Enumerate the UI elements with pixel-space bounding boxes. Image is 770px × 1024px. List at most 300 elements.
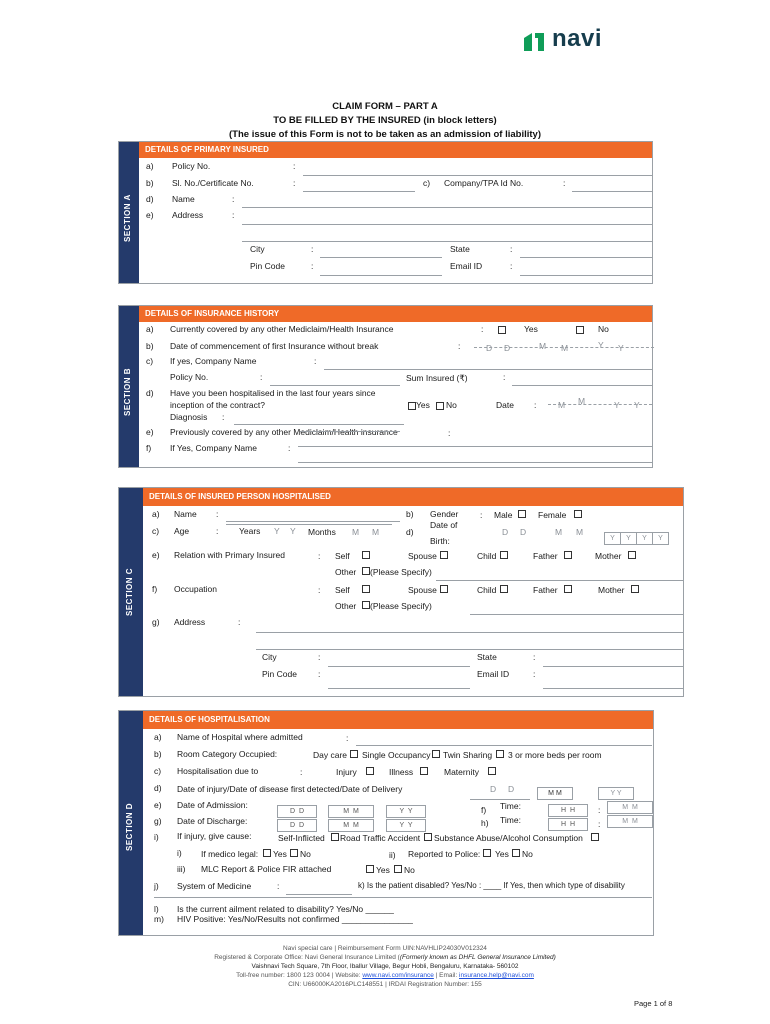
colon: : — [503, 372, 506, 382]
three-beds-label: 3 or more beds per room — [508, 750, 602, 760]
hour-placeholder: H — [560, 821, 567, 828]
item-h: h) — [481, 818, 489, 828]
item-b: b) — [154, 749, 162, 759]
address-label: Address — [174, 617, 206, 627]
admission-month-box[interactable] — [328, 805, 374, 818]
gender-label: Gender — [430, 509, 459, 519]
discharge-month-box[interactable] — [328, 819, 374, 832]
age-field[interactable] — [226, 524, 392, 525]
company-name-label: If Yes, Company Name — [170, 443, 257, 453]
reported-police-label: Reported to Police: — [408, 849, 481, 859]
month-placeholder: M — [343, 808, 350, 815]
yes-label: Yes — [376, 865, 390, 875]
no-label: No — [598, 324, 609, 334]
address-field-1[interactable] — [256, 632, 684, 633]
other-label: Other — [335, 567, 357, 577]
checkbox-illness[interactable] — [420, 767, 428, 775]
injury-label: Injury — [336, 767, 357, 777]
colon: : — [216, 526, 219, 536]
item-f: f) — [152, 584, 158, 594]
section-b-label: SECTION B — [123, 367, 132, 416]
year-placeholder: Y — [407, 808, 413, 815]
colon: : — [563, 178, 566, 188]
footer-email-text: | Email: — [433, 972, 460, 979]
section-d-label: SECTION D — [125, 802, 134, 851]
address-field-2[interactable] — [242, 241, 652, 242]
colon: : — [598, 819, 601, 829]
year-placeholder: Y — [399, 822, 404, 829]
colon: : — [318, 669, 321, 679]
admission-time-label: Time: — [500, 801, 521, 811]
date-month-placeholder: M — [561, 343, 569, 353]
year-placeholder: Y — [616, 790, 622, 797]
name-label: Name — [172, 194, 195, 204]
form-disclaimer: (The issue of this Form is not to be taken as an admission of liability) — [229, 129, 541, 140]
item-b: b) — [146, 178, 154, 188]
discharge-minute-box[interactable] — [607, 815, 653, 828]
colon: : — [510, 261, 513, 271]
child-label: Child — [477, 551, 497, 561]
checkbox-hospitalised-yes[interactable] — [408, 402, 416, 410]
checkbox-hospitalised-no[interactable] — [436, 402, 444, 410]
address-field-1[interactable] — [242, 224, 652, 225]
checkbox-occupation-self[interactable] — [362, 585, 370, 593]
item-ii: ii) — [389, 850, 396, 860]
date-year-placeholder: Y — [598, 340, 604, 350]
discharge-day-box[interactable] — [277, 819, 317, 832]
company-tpa-field[interactable] — [572, 191, 652, 192]
minute-placeholder: M — [622, 804, 629, 811]
admission-minute-box[interactable] — [607, 801, 653, 814]
other-label: Other — [335, 601, 357, 611]
hiv-status-label: HIV Positive: Yes/No/Results not confirmed _______________ — [177, 914, 413, 924]
twin-sharing-label: Twin Sharing — [443, 750, 493, 760]
form-subtitle: TO BE FILLED BY THE INSURED (in block letters) — [273, 115, 497, 126]
diagnosis-label: Diagnosis — [170, 412, 208, 422]
item-a: a) — [152, 509, 160, 519]
company-tpa-label: Company/TPA Id No. — [444, 178, 524, 188]
medico-legal-label: If medico legal: — [201, 849, 259, 859]
checkbox-medico-legal-no[interactable] — [290, 849, 298, 857]
date-day-placeholder: D — [504, 343, 511, 353]
single-occupancy-label: Single Occupancy — [362, 750, 431, 760]
checkbox-occupation-spouse[interactable] — [440, 585, 448, 593]
city-field[interactable] — [328, 666, 470, 667]
footer-email-link[interactable]: insurance.help@navi.com — [459, 972, 534, 979]
checkbox-substance-abuse[interactable] — [591, 833, 599, 841]
navi-logo-icon — [522, 30, 546, 52]
day-placeholder: D — [298, 822, 304, 829]
company-name-field[interactable] — [324, 369, 652, 370]
address-field-2[interactable] — [256, 649, 684, 650]
checkbox-day-care[interactable] — [350, 750, 358, 758]
colon: : — [598, 805, 601, 815]
item-d: d) — [154, 783, 162, 793]
admission-day-box[interactable] — [277, 805, 317, 818]
colon: : — [232, 194, 235, 204]
yes-label: Yes — [273, 849, 287, 859]
footer-contact — [0, 972, 770, 979]
self-inflicted-label: Self-Inflicted — [278, 833, 325, 843]
substance-abuse-label: Substance Abuse/Alcohol Consumption — [434, 833, 583, 843]
section-b-title: DETAILS OF INSURANCE HISTORY — [139, 306, 652, 322]
mlc-report-label: MLC Report & Police FIR attached — [201, 864, 332, 874]
item-g: g) — [152, 617, 160, 627]
item-iii: iii) — [177, 864, 186, 874]
colon: : — [448, 428, 451, 438]
colon: : — [232, 210, 235, 220]
checkbox-relation-child[interactable] — [500, 551, 508, 559]
hospitalisation-due-label: Hospitalisation due to — [177, 766, 259, 776]
section-c-label: SECTION C — [125, 567, 134, 616]
colon: : — [480, 510, 483, 520]
item-m: m) — [154, 914, 164, 924]
colon: : — [311, 244, 314, 254]
admission-year-box[interactable] — [386, 805, 426, 818]
colon: : — [481, 324, 484, 334]
checkbox-maternity[interactable] — [488, 767, 496, 775]
injury-date-label: Date of injury/Date of disease first detected/Date of Delivery — [177, 784, 403, 794]
relation-other-field[interactable] — [436, 580, 684, 581]
dob-label-2: Birth: — [430, 536, 450, 546]
yes-label: Yes — [524, 324, 538, 334]
injury-month-box[interactable] — [537, 787, 573, 800]
hospital-name-field[interactable] — [356, 745, 652, 746]
state-label: State — [450, 244, 470, 254]
discharge-hour-box[interactable] — [548, 818, 588, 831]
system-of-medicine-label: System of Medicine — [177, 881, 252, 891]
city-label: City — [262, 652, 277, 662]
road-traffic-accident-label: Road Traffic Accident — [340, 833, 421, 843]
other-insurance-label: Currently covered by any other Mediclaim/Health Insurance — [170, 324, 394, 334]
colon: : — [314, 356, 317, 366]
no-label: No — [404, 865, 415, 875]
maternity-label: Maternity — [444, 767, 479, 777]
email-field[interactable] — [543, 688, 684, 689]
footer-cin: CIN: U66000KA2016PLC148551 | IRDAI Registration Number: 155 — [288, 981, 482, 988]
name-label: Name — [174, 509, 197, 519]
diagnosis-field[interactable] — [234, 424, 404, 425]
yes-label: Yes — [495, 849, 509, 859]
previous-coverage-label: Previously covered by any other Mediclaim/Health insurance — [170, 427, 398, 437]
checkbox-occupation-father[interactable] — [564, 585, 572, 593]
relation-label: Relation with Primary Insured — [174, 550, 286, 560]
spouse-label: Spouse — [408, 585, 437, 595]
mother-label: Mother — [598, 585, 625, 595]
month-placeholder: M — [555, 790, 562, 797]
pin-code-field[interactable] — [328, 688, 470, 689]
checkbox-injury[interactable] — [366, 767, 374, 775]
specify-label: (Please Specify) — [370, 567, 432, 577]
item-e: e) — [154, 800, 162, 810]
policy-no-field[interactable] — [303, 175, 652, 176]
company-name-label: If yes, Company Name — [170, 356, 257, 366]
item-b: b) — [146, 341, 154, 351]
day-placeholder: D — [298, 808, 304, 815]
dob-year-box-4[interactable]: Y — [652, 532, 669, 545]
checkbox-self-inflicted[interactable] — [331, 833, 339, 841]
hospitalised-date-field[interactable] — [548, 404, 652, 405]
item-d: d) — [146, 388, 154, 398]
email-label: Email ID — [450, 261, 483, 271]
father-label: Father — [533, 585, 558, 595]
city-label: City — [250, 244, 265, 254]
name-field[interactable] — [242, 207, 652, 208]
illness-label: Illness — [389, 767, 414, 777]
item-b: b) — [406, 509, 414, 519]
dob-year-box-3[interactable]: Y — [636, 532, 653, 545]
city-field[interactable] — [320, 257, 442, 258]
discharge-time-label: Time: — [500, 815, 521, 825]
state-field[interactable] — [520, 257, 652, 258]
certificate-no-label: Sl. No./Certificate No. — [172, 178, 254, 188]
item-c: c) — [423, 178, 431, 188]
hospital-name-label: Name of Hospital where admitted — [177, 732, 303, 742]
disability-field[interactable] — [154, 897, 652, 898]
month-placeholder: M — [343, 822, 350, 829]
disabled-question: k) Is the patient disabled? Yes/No : ____ If Yes, then which type of disability — [358, 881, 625, 890]
hour-placeholder: H — [569, 807, 575, 814]
company-name-field-2[interactable] — [298, 446, 652, 447]
item-e: e) — [146, 427, 154, 437]
colon: : — [277, 881, 280, 891]
colon: : — [222, 412, 225, 422]
previous-coverage-strike — [300, 431, 400, 432]
state-label: State — [477, 652, 497, 662]
date-year-placeholder: Y — [618, 343, 624, 353]
colon: : — [346, 733, 349, 743]
sum-insured-field[interactable] — [512, 385, 652, 386]
months-label: Months — [308, 527, 336, 537]
injury-cause-label: If injury, give cause: — [177, 831, 252, 841]
checkbox-twin-sharing[interactable] — [496, 750, 504, 758]
year-placeholder: Y — [290, 526, 296, 536]
system-of-medicine-field[interactable] — [286, 894, 352, 895]
checkbox-relation-mother[interactable] — [628, 551, 636, 559]
month-placeholder: M — [548, 790, 555, 797]
brand-name: navi — [552, 25, 603, 52]
section-d-title: DETAILS OF HOSPITALISATION — [143, 711, 653, 729]
policy-no-field[interactable] — [270, 385, 400, 386]
date-day-placeholder: D — [508, 784, 515, 794]
item-a: a) — [154, 732, 162, 742]
years-label: Years — [239, 526, 261, 536]
injury-date-field[interactable] — [470, 799, 530, 800]
footer-address: Vaishnavi Tech Square, 7th Floor, Iballur Village, Begur Hobli, Bengaluru, Karnataka- 560102 — [251, 963, 519, 970]
checkbox-medico-legal-yes[interactable] — [263, 849, 271, 857]
yes-label: Yes — [416, 400, 430, 410]
male-label: Male — [494, 510, 513, 520]
checkbox-police-no[interactable] — [512, 849, 520, 857]
checkbox-mlc-yes[interactable] — [366, 865, 374, 873]
minute-placeholder: M — [631, 804, 638, 811]
checkbox-relation-self[interactable] — [362, 551, 370, 559]
item-e: e) — [146, 210, 154, 220]
hour-placeholder: H — [560, 807, 567, 814]
pin-code-label: Pin Code — [262, 669, 297, 679]
colon: : — [318, 652, 321, 662]
date-label: Date — [496, 400, 514, 410]
colon: : — [533, 669, 536, 679]
father-label: Father — [533, 551, 558, 561]
footer-website-link[interactable]: www.navi.com/insurance — [362, 972, 434, 979]
item-d: d) — [146, 194, 154, 204]
minute-placeholder: M — [631, 818, 638, 825]
section-a-label: SECTION A — [123, 194, 132, 242]
checkbox-relation-father[interactable] — [564, 551, 572, 559]
checkbox-occupation-other[interactable] — [362, 601, 370, 609]
policy-no-label: Policy No. — [170, 372, 209, 382]
section-a-sidebar — [119, 142, 139, 283]
checkbox-other-insurance-no[interactable] — [576, 326, 584, 334]
pin-code-label: Pin Code — [250, 261, 285, 271]
year-placeholder: Y — [610, 790, 616, 797]
item-d: d) — [406, 527, 414, 537]
state-field[interactable] — [543, 666, 684, 667]
pin-code-field[interactable] — [320, 275, 442, 276]
checkbox-occupation-child[interactable] — [500, 585, 508, 593]
section-a-title: DETAILS OF PRIMARY INSURED — [139, 142, 652, 158]
age-label: Age — [174, 526, 190, 536]
date-day-placeholder: D — [486, 343, 493, 353]
date-month-placeholder: M — [558, 400, 566, 410]
dob-year-box-1[interactable]: Y — [604, 532, 621, 545]
date-day-placeholder: D — [490, 784, 497, 794]
colon: : — [311, 261, 314, 271]
checkbox-relation-other[interactable] — [362, 567, 370, 575]
page-number: Page 1 of 8 — [634, 999, 673, 1008]
item-i: i) — [154, 832, 159, 842]
item-c: c) — [146, 356, 154, 366]
checkbox-police-yes[interactable] — [483, 849, 491, 857]
dob-month-placeholder: M — [576, 527, 584, 537]
checkbox-single-occupancy[interactable] — [432, 750, 440, 758]
injury-year-box[interactable] — [598, 787, 634, 800]
email-label: Email ID — [477, 669, 510, 679]
dob-month-placeholder: M — [555, 527, 563, 537]
colon: : — [216, 509, 219, 519]
form-title: CLAIM FORM – PART A — [332, 101, 438, 112]
month-placeholder: M — [352, 527, 360, 537]
no-label: No — [522, 849, 533, 859]
date-month-placeholder: M — [578, 396, 586, 406]
female-label: Female — [538, 510, 567, 520]
month-placeholder: M — [352, 808, 359, 815]
room-category-label: Room Category Occupied: — [177, 749, 278, 759]
date-year-placeholder: Y — [614, 400, 620, 410]
name-field[interactable] — [226, 521, 400, 522]
commencement-label: Date of commencement of first Insurance without break — [170, 341, 379, 351]
item-c: c) — [154, 766, 162, 776]
colon: : — [318, 551, 321, 561]
dob-day-placeholder: D — [502, 527, 509, 537]
year-placeholder: Y — [407, 822, 413, 829]
dob-label-1: Date of — [430, 520, 458, 530]
occupation-label: Occupation — [174, 584, 217, 594]
date-month-placeholder: M — [539, 341, 547, 351]
certificate-no-field[interactable] — [303, 191, 415, 192]
colon: : — [238, 617, 241, 627]
colon: : — [300, 767, 303, 777]
footer-office-text: Registered & Corporate Office: Navi General Insurance Limited ( — [214, 954, 400, 961]
occupation-other-field[interactable] — [470, 614, 684, 615]
item-j: j) — [154, 881, 159, 891]
item-e: e) — [152, 550, 160, 560]
day-care-label: Day care — [313, 750, 348, 760]
year-placeholder: Y — [399, 808, 404, 815]
checkbox-road-traffic-accident[interactable] — [424, 833, 432, 841]
email-field[interactable] — [520, 275, 652, 276]
minute-placeholder: M — [622, 818, 629, 825]
colon: : — [260, 372, 263, 382]
colon: : — [510, 244, 513, 254]
ailment-disability-label: Is the current ailment related to disability? Yes/No ______ — [177, 904, 394, 914]
hospitalised-question-line1: Have you been hospitalised in the last four years since — [170, 388, 376, 398]
colon: : — [534, 400, 537, 410]
month-placeholder: M — [352, 822, 359, 829]
section-d-sidebar — [119, 711, 143, 935]
day-placeholder: D — [289, 808, 296, 815]
no-label: No — [300, 849, 311, 859]
item-l: l) — [154, 904, 159, 914]
item-c: c) — [152, 526, 160, 536]
day-placeholder: D — [289, 822, 296, 829]
discharge-date-label: Date of Discharge: — [177, 816, 248, 826]
policy-no-label: Policy No. — [172, 161, 211, 171]
item-g: g) — [154, 816, 162, 826]
checkbox-relation-spouse[interactable] — [440, 551, 448, 559]
checkbox-male[interactable] — [518, 510, 526, 518]
colon: : — [318, 585, 321, 595]
company-name-field-3[interactable] — [298, 462, 652, 463]
checkbox-occupation-mother[interactable] — [631, 585, 639, 593]
checkbox-other-insurance-yes[interactable] — [498, 326, 506, 334]
discharge-year-box[interactable] — [386, 819, 426, 832]
admission-date-label: Date of Admission: — [177, 800, 248, 810]
sum-insured-label: Sum Insured (₹) — [406, 373, 468, 383]
month-placeholder: M — [372, 527, 380, 537]
self-label: Self — [335, 551, 350, 561]
item-i-sub: i) — [177, 848, 182, 858]
admission-hour-box[interactable] — [548, 804, 588, 817]
dob-year-box-2[interactable]: Y — [620, 532, 637, 545]
navi-logo — [522, 25, 622, 54]
colon: : — [293, 161, 296, 171]
no-label: No — [446, 400, 457, 410]
section-b-sidebar — [119, 306, 139, 467]
date-year-placeholder: Y — [634, 400, 640, 410]
dob-day-placeholder: D — [520, 527, 527, 537]
address-label: Address — [172, 210, 204, 220]
footer-uin: Navi special care | Reimbursement Form UIN:NAVHLIP24030V012324 — [283, 945, 487, 952]
item-a: a) — [146, 161, 154, 171]
checkbox-mlc-no[interactable] — [394, 865, 402, 873]
mother-label: Mother — [595, 551, 622, 561]
section-c-sidebar — [119, 488, 143, 696]
item-f: f) — [481, 805, 487, 815]
footer-registered-office — [0, 954, 770, 961]
hospitalised-question-line2: inception of the contract? — [170, 400, 265, 410]
self-label: Self — [335, 585, 350, 595]
colon: : — [293, 178, 296, 188]
colon: : — [533, 652, 536, 662]
item-f: f) — [146, 443, 152, 453]
commencement-date-field[interactable] — [474, 347, 654, 348]
child-label: Child — [477, 585, 497, 595]
checkbox-female[interactable] — [574, 510, 582, 518]
footer-tollfree: Toll-free number: 1800 123 0004 | Website: — [236, 972, 363, 979]
year-placeholder: Y — [274, 526, 280, 536]
